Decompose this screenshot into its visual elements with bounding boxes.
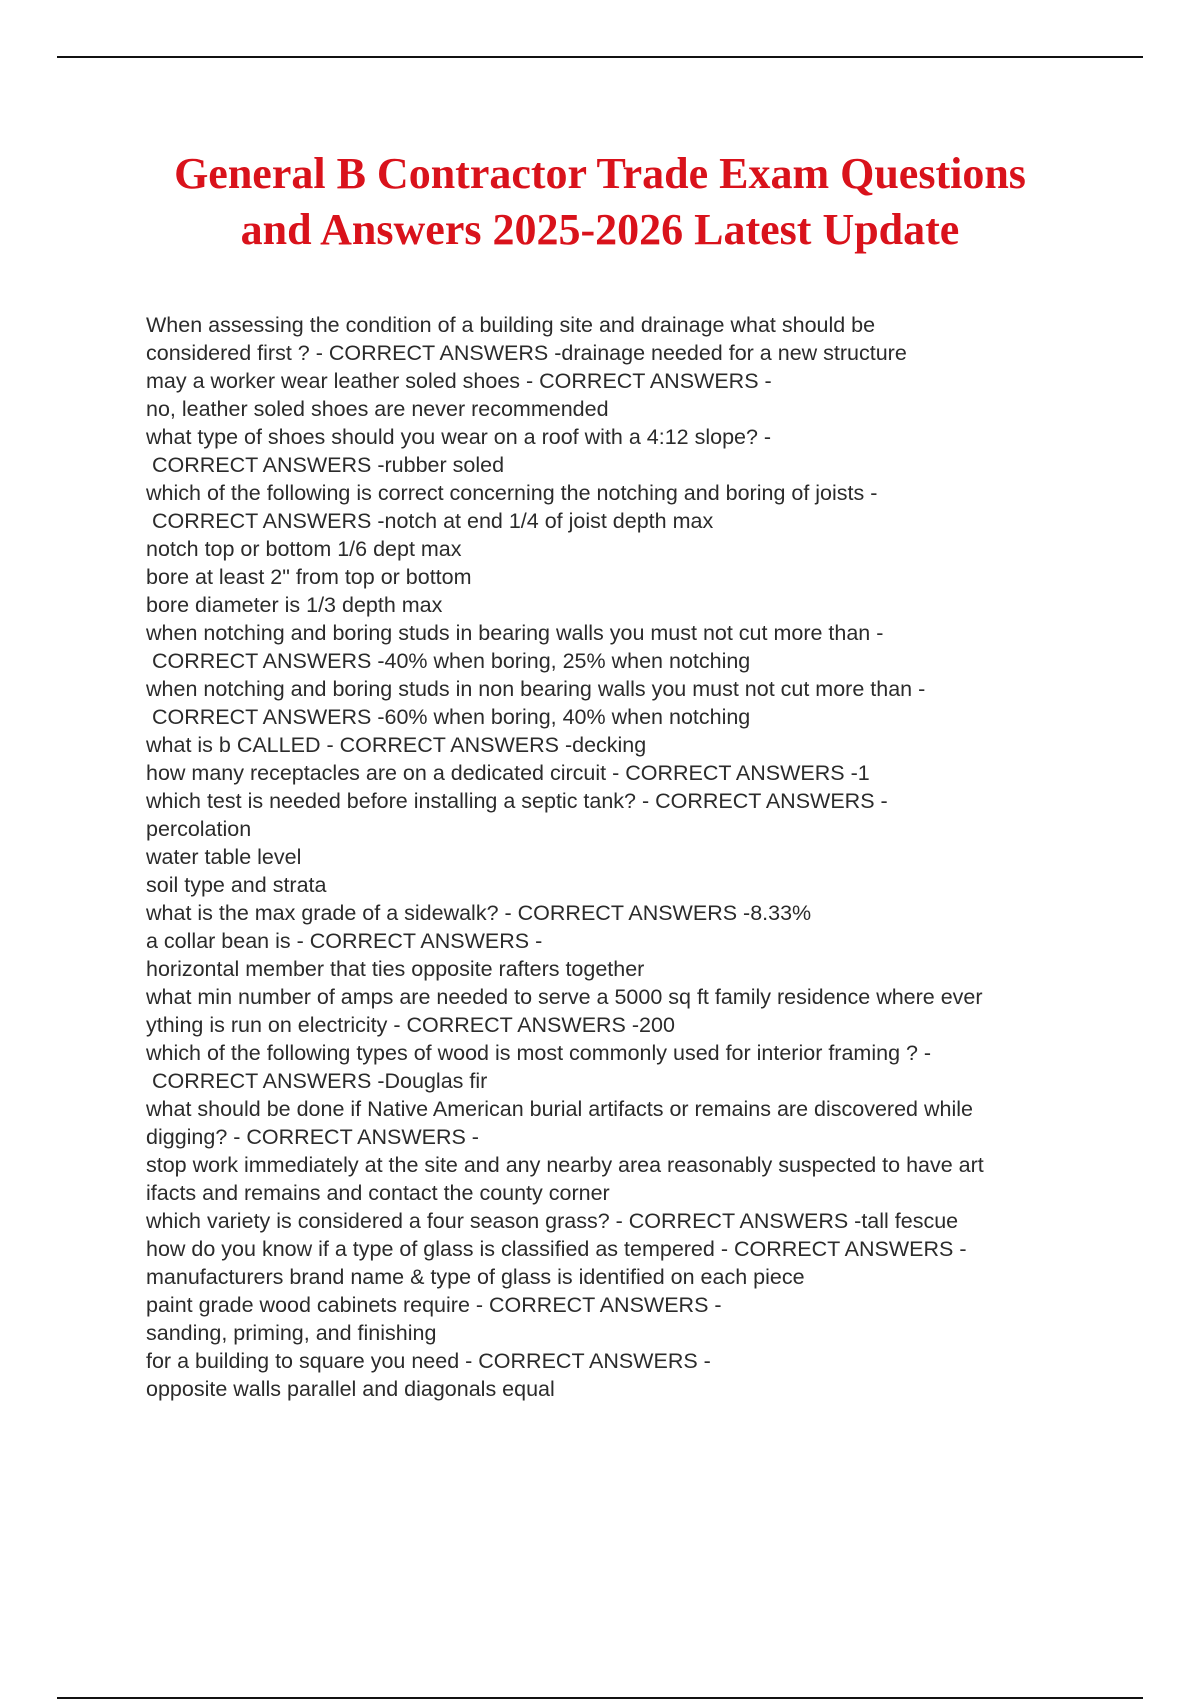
- text-line: CORRECT ANSWERS -rubber soled: [146, 453, 505, 477]
- text-line: When assessing the condition of a building site and drainage what should be: [146, 313, 876, 337]
- text-line: soil type and strata: [146, 873, 327, 897]
- text-line: for a building to square you need - CORRECT ANSWERS -: [146, 1349, 711, 1373]
- text-line: sanding, priming, and finishing: [146, 1321, 437, 1345]
- text-line: percolation: [146, 817, 252, 841]
- top-divider: [57, 56, 1143, 58]
- text-line: what should be done if Native American burial artifacts or remains are discovered while: [146, 1097, 973, 1121]
- text-line: horizontal member that ties opposite rafters together: [146, 957, 645, 981]
- text-line: what min number of amps are needed to serve a 5000 sq ft family residence where ever: [146, 985, 983, 1009]
- text-line: may a worker wear leather soled shoes - CORRECT ANSWERS -: [146, 369, 772, 393]
- text-line: ything is run on electricity - CORRECT ANSWERS -200: [146, 1013, 675, 1037]
- text-line: CORRECT ANSWERS -60% when boring, 40% when notching: [146, 705, 751, 729]
- text-line: manufacturers brand name & type of glass is identified on each piece: [146, 1265, 805, 1289]
- qa-content: [146, 311, 1106, 1403]
- text-line: ifacts and remains and contact the county corner: [146, 1181, 610, 1205]
- bottom-divider: [57, 1697, 1143, 1699]
- text-line: considered first ? - CORRECT ANSWERS -drainage needed for a new structure: [146, 341, 907, 365]
- text-line: paint grade wood cabinets require - CORRECT ANSWERS -: [146, 1293, 722, 1317]
- text-line: how many receptacles are on a dedicated circuit - CORRECT ANSWERS -1: [146, 761, 870, 785]
- text-line: what is b CALLED - CORRECT ANSWERS -decking: [146, 733, 647, 757]
- text-line: bore at least 2" from top or bottom: [146, 565, 472, 589]
- text-line: what type of shoes should you wear on a roof with a 4:12 slope? -: [146, 425, 772, 449]
- document-title: [60, 146, 1140, 258]
- text-line: water table level: [146, 845, 302, 869]
- text-line: which of the following is correct concerning the notching and boring of joists -: [146, 481, 878, 505]
- text-line: which of the following types of wood is most commonly used for interior framing ? -: [146, 1041, 932, 1065]
- text-line: no, leather soled shoes are never recommended: [146, 397, 609, 421]
- text-line: how do you know if a type of glass is classified as tempered - CORRECT ANSWERS -: [146, 1237, 967, 1261]
- text-line: a collar bean is - CORRECT ANSWERS -: [146, 929, 543, 953]
- text-line: when notching and boring studs in bearing walls you must not cut more than -: [146, 621, 884, 645]
- text-line: CORRECT ANSWERS -notch at end 1/4 of joist depth max: [146, 509, 714, 533]
- text-line: notch top or bottom 1/6 dept max: [146, 537, 462, 561]
- title-line-2: and Answers 2025-2026 Latest Update: [240, 205, 960, 254]
- text-line: what is the max grade of a sidewalk? - CORRECT ANSWERS -8.33%: [146, 901, 812, 925]
- text-line: when notching and boring studs in non bearing walls you must not cut more than -: [146, 677, 926, 701]
- title-line-1: General B Contractor Trade Exam Questions: [174, 149, 1026, 198]
- text-line: which test is needed before installing a septic tank? - CORRECT ANSWERS -: [146, 789, 888, 813]
- text-line: stop work immediately at the site and any nearby area reasonably suspected to have art: [146, 1153, 984, 1177]
- text-line: which variety is considered a four season grass? - CORRECT ANSWERS -tall fescue: [146, 1209, 959, 1233]
- text-line: bore diameter is 1/3 depth max: [146, 593, 443, 617]
- text-line: opposite walls parallel and diagonals equal: [146, 1377, 555, 1401]
- text-line: digging? - CORRECT ANSWERS -: [146, 1125, 479, 1149]
- text-line: CORRECT ANSWERS -40% when boring, 25% when notching: [146, 649, 751, 673]
- text-line: CORRECT ANSWERS -Douglas fir: [146, 1069, 488, 1093]
